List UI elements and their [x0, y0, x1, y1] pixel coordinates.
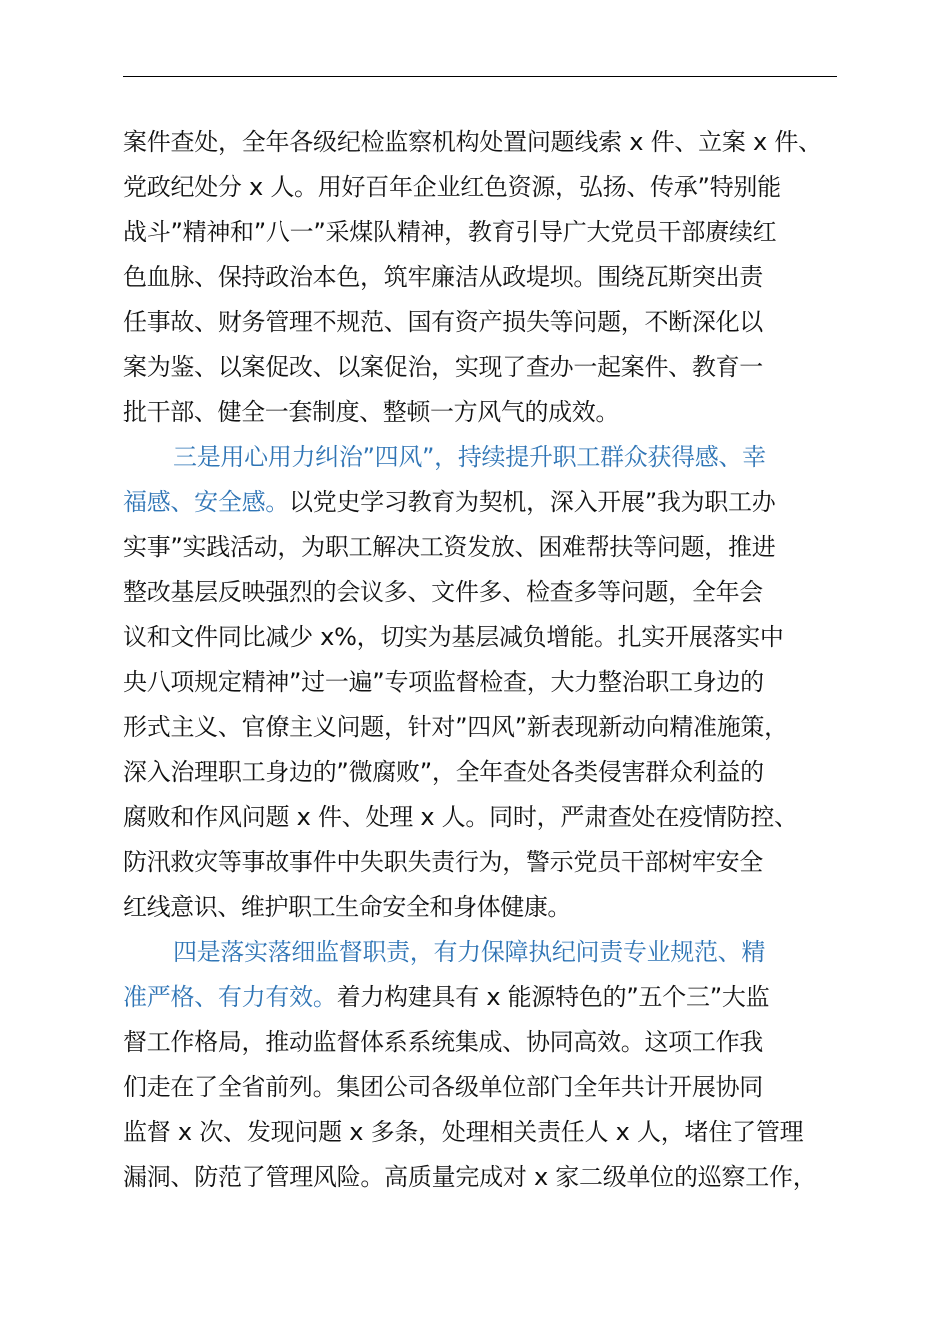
text-line	[123, 750, 845, 795]
body-text: 案为鉴、以案促改、以案促治，实现了查办一起案件、教育一	[123, 353, 763, 381]
body-text: 案件查处，全年各级纪检监察机构处置问题线索 x 件、立案 x 件、	[123, 128, 822, 156]
text-line	[123, 300, 845, 345]
body-text: 议和文件同比减少 x%，切实为基层减负增能。扎实开展落实中	[123, 623, 784, 651]
body-text: 形式主义、官僚主义问题，针对”四风”新表现新动向精准施策，	[123, 713, 788, 741]
header-rule	[123, 76, 837, 77]
body-text: 红线意识、维护职工生命安全和身体健康。	[123, 893, 571, 921]
body-text: 防汛救灾等事故事件中失职失责行为，警示党员干部树牢安全	[123, 848, 763, 876]
text-line	[123, 705, 845, 750]
text-line	[123, 1110, 845, 1155]
body-text: 以党史学习教育为契机，深入开展”我为职工办	[289, 488, 776, 516]
text-line	[123, 390, 845, 435]
body-text: 督工作格局，推动监督体系系统集成、协同高效。这项工作我	[123, 1028, 763, 1056]
text-line	[123, 255, 845, 300]
body-text: 战斗”精神和”八一”采煤队精神，教育引导广大党员干部赓续红	[123, 218, 777, 246]
text-line	[123, 165, 845, 210]
body-text: 腐败和作风问题 x 件、处理 x 人。同时，严肃查处在疫情防控、	[123, 803, 798, 831]
text-line	[123, 210, 845, 255]
text-line	[123, 885, 845, 930]
document-body	[123, 120, 845, 1200]
text-line	[123, 615, 845, 660]
section-heading-text: 准严格、有力有效。	[123, 983, 337, 1011]
text-line	[123, 930, 845, 975]
body-text: 色血脉、保持政治本色，筑牢廉洁从政堤坝。围绕瓦斯突出责	[123, 263, 763, 291]
text-line	[123, 1065, 845, 1110]
body-text: 实事”实践活动，为职工解决工资发放、困难帮扶等问题，推进	[123, 533, 776, 561]
text-line	[123, 120, 845, 165]
text-line	[123, 1020, 845, 1065]
body-text: 央八项规定精神”过一遍”专项监督检查，大力整治职工身边的	[123, 668, 764, 696]
text-line	[123, 480, 845, 525]
body-text: 党政纪处分 x 人。用好百年企业红色资源，弘扬、传承”特别能	[123, 173, 781, 201]
text-line	[123, 840, 845, 885]
section-heading-text: 福感、安全感。	[123, 488, 289, 516]
section-heading-text: 三是用心用力纠治”四风”，持续提升职工群众获得感、幸	[173, 443, 766, 471]
text-line	[123, 570, 845, 615]
body-text: 们走在了全省前列。集团公司各级单位部门全年共计开展协同	[123, 1073, 763, 1101]
text-line	[123, 660, 845, 705]
body-text: 整改基层反映强烈的会议多、文件多、检查多等问题，全年会	[123, 578, 763, 606]
section-heading-text: 四是落实落细监督职责，有力保障执纪问责专业规范、精	[173, 938, 765, 966]
text-line	[123, 795, 845, 840]
body-text: 深入治理职工身边的”微腐败”，全年查处各类侵害群众利益的	[123, 758, 764, 786]
body-text: 批干部、健全一套制度、整顿一方风气的成效。	[123, 398, 619, 426]
text-line	[123, 1155, 845, 1200]
body-text: 任事故、财务管理不规范、国有资产损失等问题，不断深化以	[123, 308, 763, 336]
text-line	[123, 975, 845, 1020]
text-line	[123, 345, 845, 390]
body-text: 着力构建具有 x 能源特色的”五个三”大监	[336, 983, 770, 1011]
text-line	[123, 435, 845, 480]
text-line	[123, 525, 845, 570]
body-text: 监督 x 次、发现问题 x 多条，处理相关责任人 x 人，堵住了管理	[123, 1118, 804, 1146]
body-text: 漏洞、防范了管理风险。高质量完成对 x 家二级单位的巡察工作，	[123, 1163, 817, 1191]
